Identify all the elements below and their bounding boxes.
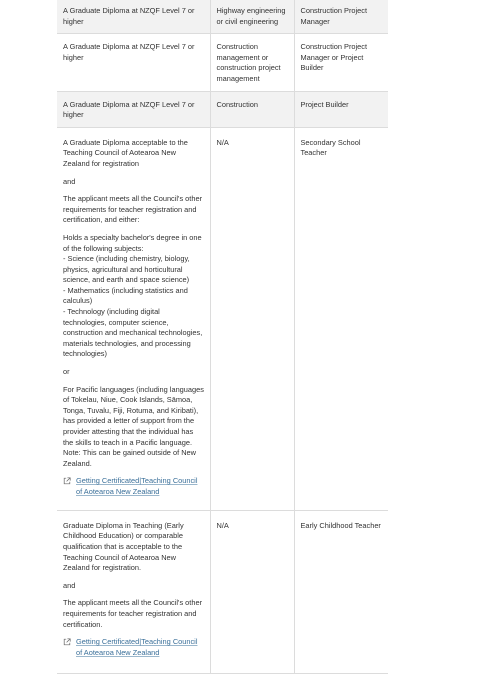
- qualification-cell: A Graduate Diploma at NZQF Level 7 or higher: [57, 0, 210, 34]
- occupation-cell: Construction Project Manager: [294, 0, 388, 34]
- occupation-cell: Secondary School Teacher: [294, 127, 388, 510]
- teaching-council-link[interactable]: Getting Certificated|Teaching Council of Aotearoa New Zealand: [76, 476, 198, 496]
- qualification-paragraph: The applicant meets all the Council's other requirements for teacher registration and certification.: [63, 598, 203, 629]
- qualification-paragraph: A Graduate Diploma acceptable to the Teaching Council of Aotearoa New Zealand for registration: [63, 137, 188, 168]
- qualification-cell: A Graduate Diploma at NZQF Level 7 or higher: [57, 34, 210, 91]
- qualifications-table-container: [57, 0, 388, 674]
- qualification-paragraph: Holds a specialty bachelor's degree in one of the following subjects: - Science (including chemistry, biology, physics, agricultural and horticultural science, and earth and space science) - Mathematics (including statistics and calculus) - Technology (including digital technologies, computer science, construction and mechanical technologies, materials technologies, and processing technologies): [63, 232, 203, 359]
- table-row: [57, 510, 388, 673]
- external-link-icon: [63, 477, 71, 485]
- field-cell: Construction management or construction project management: [210, 34, 294, 91]
- teaching-council-link-block: [63, 637, 205, 658]
- qualification-cell: [57, 127, 210, 510]
- occupation-cell: Construction Project Manager or Project Builder: [294, 34, 388, 91]
- field-cell: N/A: [210, 510, 294, 673]
- qualifications-table: [57, 0, 388, 674]
- qualification-cell: A Graduate Diploma at NZQF Level 7 or higher: [57, 91, 210, 127]
- qualification-cell: [57, 510, 210, 673]
- table-row: [57, 127, 388, 510]
- table-row: [57, 91, 388, 127]
- qualification-paragraph: For Pacific languages (including languages of Tokelau, Niue, Cook Islands, Sāmoa, Tonga, Tuvalu, Fiji, Rotuma, and Kiribati), has provided a letter of support from the provider attesting that the individual has the skills to teach in a Pacific language. Note: This can be gained outside of New Zealand.: [63, 384, 204, 468]
- teaching-council-link-block: [63, 476, 205, 497]
- qualification-paragraph: or: [63, 367, 70, 377]
- teaching-council-link[interactable]: Getting Certificated|Teaching Council of Aotearoa New Zealand: [76, 637, 198, 657]
- field-cell: Highway engineering or civil engineering: [210, 0, 294, 34]
- qualification-paragraph: Graduate Diploma in Teaching (Early Childhood Education) or comparable qualification that is acceptable to the Teaching Council of Aotearoa New Zealand for registration.: [63, 520, 184, 573]
- field-cell: N/A: [210, 127, 294, 510]
- occupation-cell: Project Builder: [294, 91, 388, 127]
- table-row: [57, 34, 388, 91]
- external-link-icon: [63, 638, 71, 646]
- table-row: [57, 0, 388, 34]
- field-cell: Construction: [210, 91, 294, 127]
- occupation-cell: Early Childhood Teacher: [294, 510, 388, 673]
- qualification-paragraph: The applicant meets all the Council's other requirements for teacher registration and certification, and either:: [63, 194, 203, 225]
- qualification-paragraph: and: [63, 580, 76, 590]
- qualification-paragraph: and: [63, 176, 76, 186]
